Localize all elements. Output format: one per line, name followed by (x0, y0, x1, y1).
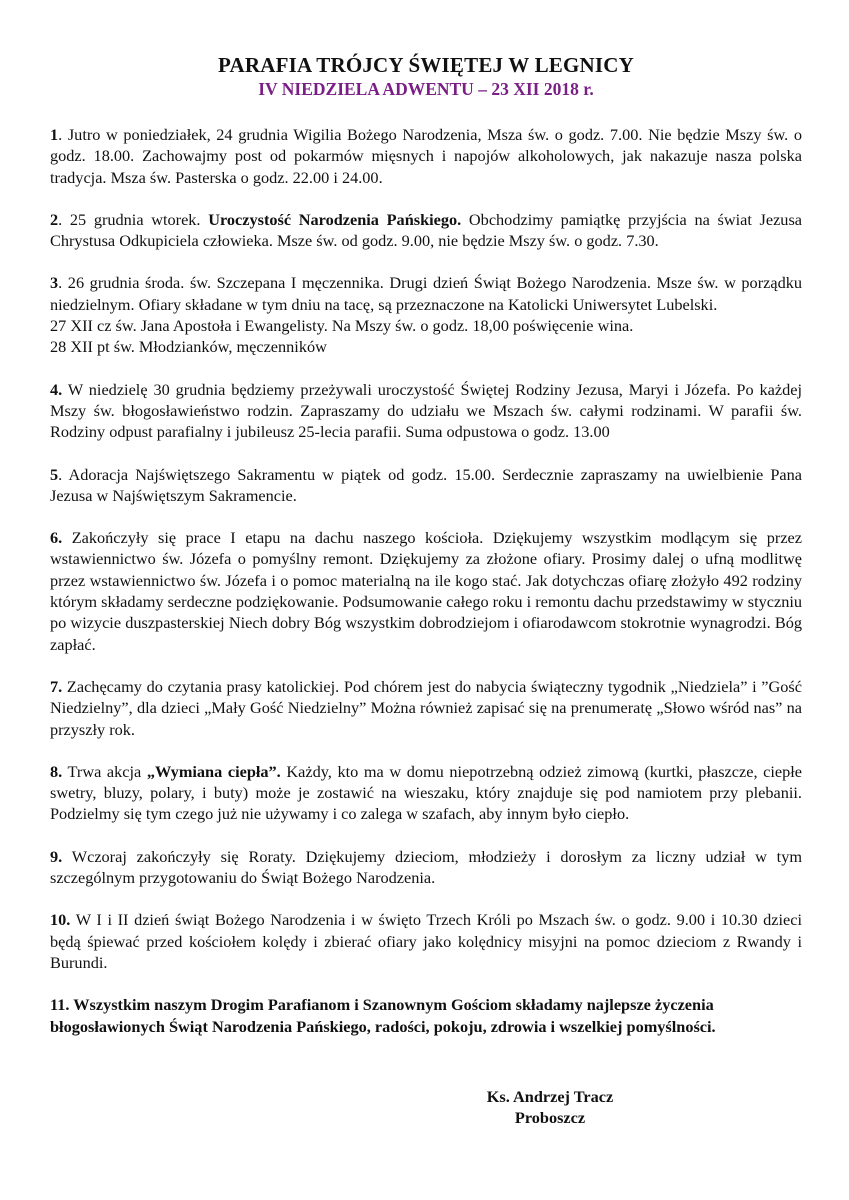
signature-name: Ks. Andrzej Tracz (486, 1087, 614, 1106)
signature-role: Proboszcz (514, 1108, 586, 1127)
announcement-9 (50, 846, 802, 889)
announcement-11 (50, 994, 802, 1037)
announcement-text: Zakończyły się prace I etapu na dachu naszego kościoła. Dziękujemy wszystkim modlącym się przez wstawiennictwo św. Józefa o pomyślny remont. Dziękujemy za złożone ofiary. Prosimy dalej o ufną modlitwę przez wstawiennictwo św. Józefa i o pomoc materialną na ile kogo stać. Jak dotychczas ofiarę złożyło 492 rodziny którym składamy serdeczne podziękowanie. Podsumowanie całego roku i remontu dachu przedstawimy w styczniu po wizycie duszpasterskiej Niech dobry Bóg wszystkim dobrodziejom i ofiarodawcom stokrotnie wynagrodzi. Bóg zapłać. (50, 528, 802, 654)
announcement-number: 6. (50, 528, 63, 548)
announcement-text: Zachęcamy do czytania prasy katolickiej. Pod chórem jest do nabycia świąteczny tygodnik „Niedziela” i ”Gość Niedzielny”, dla dzieci „Mały Gość Niedzielny” Można również zapisać się na prenumeratę „Słowo wśród nas” na przyszły rok. (50, 676, 802, 739)
announcement-text: Każdy, kto ma w domu niepotrzebną odzież zimową (kurtki, płaszcze, ciepłe swetry, bluzy, polary, i buty) może je zostawić na wieszaku, który znajduje się pod namiotem przy plebanii. Podzielmy się tym czego już nie używamy i co zalega w szafach, aby innym było ciepło. (50, 761, 802, 824)
announcement-5 (50, 464, 802, 507)
announcement-8 (50, 761, 802, 825)
announcement-1 (50, 124, 802, 188)
announcement-number: 2 (50, 209, 59, 229)
announcement-number: 8. (50, 761, 63, 781)
announcement-text: . Adoracja Najświętszego Sakramentu w piątek od godz. 15.00. Serdecznie zapraszamy na uwielbienie Pana Jezusa w Najświętszym Sakramencie. (50, 464, 802, 505)
page-title: PARAFIA TRÓJCY ŚWIĘTEJ W LEGNICY (218, 53, 634, 77)
announcement-10 (50, 909, 802, 973)
announcement-bold-text: Uroczystość Narodzenia Pańskiego. (208, 209, 462, 229)
announcement-extra-line: 28 XII pt św. Młodzianków, męczenników (50, 337, 327, 357)
signature (470, 1086, 630, 1128)
announcement-6 (50, 527, 802, 655)
announcement-text: Trwa akcja (62, 761, 147, 781)
announcement-number: 9. (50, 846, 63, 866)
announcement-bold-text: „Wymiana ciepła”. (146, 761, 281, 781)
announcement-number: 3 (50, 273, 59, 293)
announcement-text: . Jutro w poniedziałek, 24 grudnia Wigilia Bożego Narodzenia, Msza św. o godz. 7.00. Nie będzie Mszy św. o godz. 18.00. Zachowajmy post od pokarmów mięsnych i napojów alkoholowych, jak nakazuje nasza polska tradycja. Msza św. Pasterska o godz. 22.00 i 24.00. (50, 125, 802, 187)
announcement-number: 1 (50, 125, 59, 144)
announcement-text: W I i II dzień świąt Bożego Narodzenia i w święto Trzech Króli po Mszach św. o godz. 9.00 i 10.30 dzieci będą śpiewać przed kościołem kolędy i zbierać ofiary jako kolędnicy misyjni na pomoc dzieciom z Rwandy i Burundi. (50, 910, 802, 972)
announcement-text: Wczoraj zakończyły się Roraty. Dziękujemy dzieciom, młodzieży i dorosłym za liczny udział w tym szczególnym przygotowaniu do Świąt Bożego Narodzenia. (50, 846, 802, 888)
announcement-extra-line: 27 XII cz św. Jana Apostoła i Ewangelisty. Na Mszy św. o godz. 18,00 poświęcenie wina. (50, 316, 634, 336)
announcement-number: 5 (50, 464, 59, 484)
page-subtitle: IV NIEDZIELA ADWENTU – 23 XII 2018 r. (258, 79, 594, 99)
announcement-2 (50, 209, 802, 252)
announcement-number: 7. (50, 676, 63, 696)
announcement-number: 4. (50, 379, 63, 399)
announcement-number: 10. (50, 910, 71, 930)
announcement-7 (50, 676, 802, 740)
announcement-number: 11. (50, 995, 70, 1015)
announcement-text: Wszystkim naszym Drogim Parafianom i Szanownym Gościom składamy najlepsze życzenia błogosławionych Świąt Narodzenia Pańskiego, radości, pokoju, zdrowia i wszelkiej pomyślności. (50, 995, 716, 1036)
announcement-4 (50, 379, 802, 443)
announcement-text: . 25 grudnia wtorek. (58, 209, 209, 229)
announcement-3 (50, 272, 802, 357)
announcement-text: W niedzielę 30 grudnia będziemy przeżywali uroczystość Świętej Rodziny Jezusa, Maryi i Józefa. Po każdej Mszy św. błogosławieństwo rodzin. Zapraszamy do udziału we Mszach św. całymi rodzinami. W parafii św. Rodziny odpust parafialny i jubileusz 25-lecia parafii. Suma odpustowa o godz. 13.00 (50, 379, 802, 442)
announcement-text: . 26 grudnia środa. św. Szczepana I męczennika. Drugi dzień Świąt Bożego Narodzenia. Msze św. w porządku niedzielnym. Ofiary składane w tym dniu na tacę, są przeznaczone na Katolicki Uniwersytet Lubelski. (50, 273, 802, 314)
announcement-text: Obchodzimy pamiątkę przyjścia na świat Jezusa Chrystusa Odkupiciela człowieka. Msze św. od godz. 9.00, nie będzie Mszy św. o godz. 7.30. (50, 209, 803, 251)
